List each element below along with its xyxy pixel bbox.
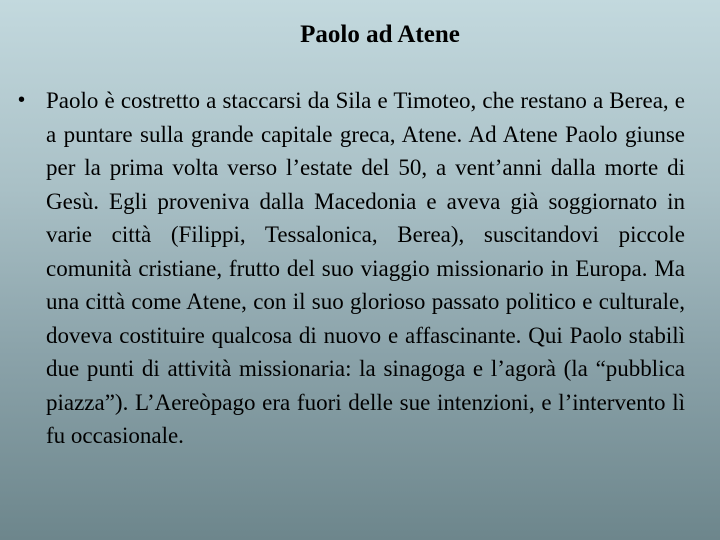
bullet-item — [18, 84, 685, 453]
bullet-list — [18, 84, 685, 453]
slide-title: Paolo ad Atene — [300, 21, 460, 48]
bullet-text: Paolo è costretto a staccarsi da Sila e Timoteo, che restano a Berea, e a puntare sulla grande capitale greca, Atene. Ad Atene Paolo giunse per la prima volta verso l’estate del 50, a vent’anni dalla morte di Gesù. Egli proveniva dalla Macedonia e aveva già soggiornato in varie città (Filippi, Tessalonica, Berea), suscitandovi piccole comunità cristiane, frutto del suo viaggio missionario in Europa. Ma una città come Atene, con il suo glorioso passato politico e culturale, doveva costituire qualcosa di nuovo e affascinante. Qui Paolo stabilì due punti di attività missionaria: la sinagoga e l’agorà (la “pubblica piazza”). L’Aereòpago era fuori delle sue intenzioni, e l’intervento lì fu occasionale. — [46, 88, 685, 448]
bullet-marker: • — [18, 89, 26, 111]
